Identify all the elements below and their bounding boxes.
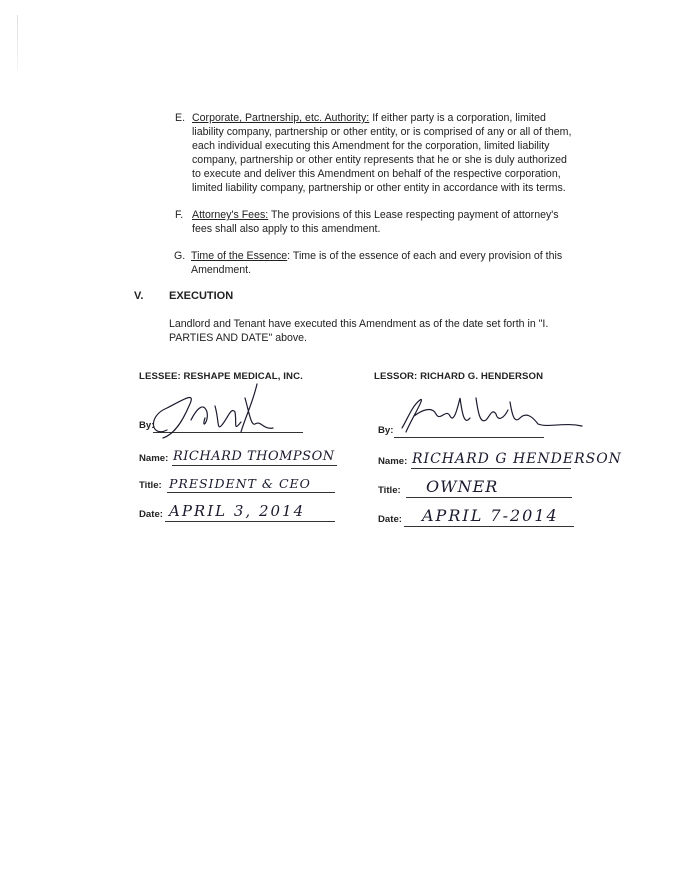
provision-e-heading: Corporate, Partnership, etc. Authority: [192, 112, 370, 124]
provision-f-letter: F. [175, 209, 184, 221]
scan-margin-mark [17, 15, 18, 70]
provision-f-heading: Attorney's Fees: [192, 209, 269, 221]
lessee-name-line [172, 465, 337, 466]
lessee-title-row [139, 471, 339, 493]
lessor-name-row [378, 447, 638, 469]
lessee-title-label: Title: [139, 480, 162, 491]
lessee-heading: LESSEE: RESHAPE MEDICAL, INC. [139, 371, 303, 382]
lessee-by-label: By: [139, 420, 155, 431]
lessee-name-row [139, 444, 339, 466]
lessor-name-line [411, 468, 571, 469]
lessor-name-handwritten: RICHARD G HENDERSON [412, 451, 622, 467]
section-number: V. [134, 290, 144, 302]
lessee-date-label: Date: [139, 509, 163, 520]
lessor-date-label: Date: [378, 514, 402, 525]
provision-g-body [191, 249, 575, 277]
lessee-date-line [165, 521, 335, 522]
lessor-signature [392, 388, 592, 438]
lessor-title-label: Title: [378, 485, 401, 496]
provision-f-text: The provisions of this Lease respecting payment of attorney's fees shall also apply to this amendment. [192, 209, 559, 235]
lessor-date-row [378, 505, 578, 527]
provision-f-body [192, 208, 576, 236]
lessor-date-handwritten: APRIL 7-2014 [422, 506, 559, 525]
lessee-date-handwritten: APRIL 3, 2014 [169, 502, 306, 520]
lessor-title-row [378, 476, 578, 498]
lessee-signature [145, 382, 285, 444]
lessor-heading: LESSOR: RICHARD G. HENDERSON [374, 371, 544, 382]
provision-g-text: : Time is of the essence of each and every provision of this Amendment. [191, 250, 563, 276]
execution-paragraph: Landlord and Tenant have executed this Amendment as of the date set forth in "I. PARTIES AND DATE" above. [169, 318, 549, 344]
provision-g-letter: G. [174, 250, 186, 262]
section-title: EXECUTION [169, 290, 234, 302]
lessee-date-row [139, 500, 339, 522]
lessor-date-line [404, 526, 574, 527]
lessee-name-label: Name: [139, 453, 169, 464]
lessee-name-handwritten: RICHARD THOMPSON [173, 449, 335, 464]
provision-g-heading: Time of the Essence [191, 250, 288, 262]
provision-e-body [192, 111, 576, 195]
provision-e-letter: E. [175, 112, 186, 124]
lessor-title-handwritten: OWNER [426, 477, 499, 496]
lessor-by-label: By: [378, 425, 394, 436]
provision-e-text: If either party is a corporation, limited liability company, partnership or other entity, or is comprised of any or all of them, each individual executing this Amendment for the corporation, limited liability company, partnership or other entity represents that he or she is duly authorized to execute and deliver this Amendment on behalf of the respective corporation, limited liability company, partnership or other entity in accordance with its terms. [192, 112, 572, 194]
lessee-title-line [167, 492, 335, 493]
lessor-name-label: Name: [378, 456, 408, 467]
lessor-title-line [406, 497, 572, 498]
lessee-title-handwritten: PRESIDENT & CEO [169, 476, 311, 491]
